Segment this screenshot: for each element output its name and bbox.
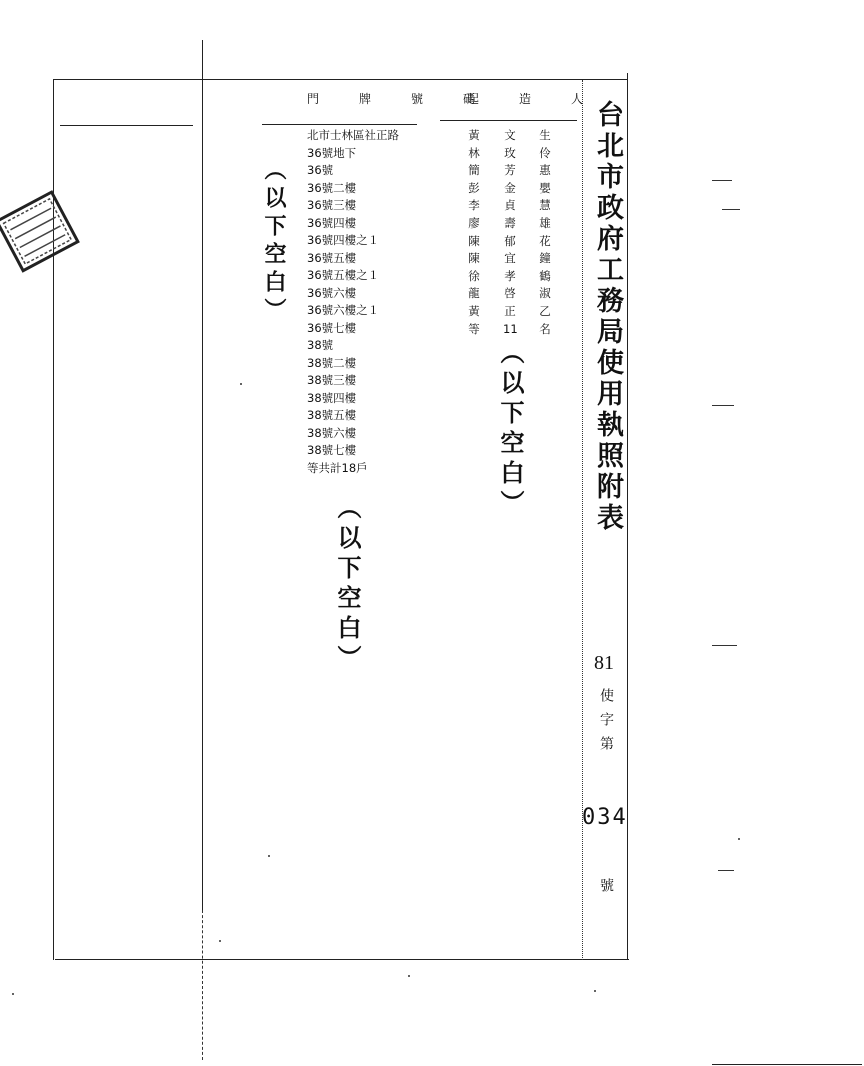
name-char: 正: [504, 303, 516, 318]
address-line: 36號四樓: [307, 215, 357, 230]
left-short-rule: [60, 125, 193, 126]
name-char: 簡: [468, 163, 480, 178]
scan-mark: [718, 870, 734, 871]
address-rule: [262, 124, 417, 125]
name-char: 啓: [504, 286, 516, 301]
scan-dot: [240, 383, 242, 385]
address-line: 北市士林區社正路: [307, 128, 399, 142]
binding-dashed-line: [202, 910, 203, 1060]
name-char: 黃: [468, 128, 480, 142]
address-line: 36號四樓之１: [307, 233, 380, 247]
door-number-header: 門 牌 號 碼: [307, 92, 490, 106]
name-char: 文: [504, 128, 516, 142]
stamp-seal: [0, 180, 80, 280]
name-char: 嬰: [539, 180, 551, 195]
scan-dot: [12, 993, 14, 995]
document-title: 台北市政府工務局使用執照附表: [592, 100, 623, 534]
blank-mark-middle: （以下空白）: [496, 340, 525, 520]
name-char: 陳: [468, 251, 480, 266]
address-line: 36號二樓: [307, 180, 357, 195]
address-line: 36號三樓: [307, 198, 357, 212]
name-char: 貞: [504, 198, 516, 213]
blank-mark-center: （以下空白）: [333, 495, 362, 675]
address-line: 38號六樓: [307, 425, 357, 440]
name-char: 生: [539, 128, 551, 142]
scan-mark: [722, 209, 740, 210]
address-line: 38號五樓: [307, 408, 357, 422]
name-column-2: [503, 127, 517, 338]
scan-dot: [268, 855, 270, 857]
scan-dot: [219, 940, 221, 942]
name-char: 慧: [539, 198, 551, 213]
name-column-3: [467, 127, 481, 338]
name-char: 淑: [539, 286, 551, 301]
name-char: 鶴: [539, 268, 551, 283]
name-char: 等: [468, 321, 480, 336]
name-char: 龍: [468, 286, 480, 301]
scan-dot: [408, 975, 410, 977]
address-list: [307, 127, 399, 477]
address-line: 36號五樓之１: [307, 268, 380, 282]
scan-mark: [712, 645, 737, 646]
permit-year: 81: [594, 652, 614, 674]
address-line: 38號三樓: [307, 373, 357, 387]
scan-dot: [738, 838, 740, 840]
address-line: 36號六樓: [307, 285, 357, 300]
name-char: 黃: [468, 303, 480, 318]
permit-suffix: 號: [598, 878, 614, 902]
address-line: 38號七樓: [307, 443, 357, 457]
name-char: 11: [503, 321, 518, 336]
scan-mark: [712, 180, 732, 181]
address-line: 36號地下: [307, 145, 357, 160]
address-line: 36號六樓之１: [307, 303, 380, 317]
name-char: 名: [539, 321, 551, 336]
permit-number: 034: [582, 805, 628, 830]
name-char: 金: [504, 180, 516, 195]
name-char: 花: [539, 233, 551, 248]
name-char: 雄: [539, 215, 551, 230]
address-line: 36號: [307, 163, 334, 177]
name-char: 芳: [504, 163, 516, 178]
name-char: 孝: [504, 268, 516, 283]
applicant-header: 起 造 人: [467, 92, 598, 106]
name-char: 陳: [468, 233, 480, 248]
address-line: 38號: [307, 338, 334, 352]
name-char: 伶: [539, 145, 551, 160]
frame-top-line: [53, 79, 627, 80]
permit-type: 使字第: [598, 688, 614, 760]
name-char: 玫: [504, 145, 516, 160]
address-line: 38號四樓: [307, 390, 357, 405]
name-char: 徐: [468, 268, 480, 283]
column-divider-left: [202, 40, 203, 910]
address-line: 等共計18戶: [307, 460, 368, 475]
name-char: 乙: [539, 303, 551, 318]
blank-mark-left: （以下空白）: [261, 158, 287, 326]
bottom-right-rule: [712, 1064, 862, 1065]
name-char: 鐘: [539, 251, 551, 266]
name-char: 惠: [539, 163, 551, 178]
name-char: 彭: [468, 180, 480, 195]
frame-bottom-line: [55, 959, 629, 960]
address-line: 36號七樓: [307, 320, 357, 335]
address-line: 38號二樓: [307, 355, 357, 370]
name-column-1: [538, 127, 552, 338]
name-char: 廖: [468, 215, 480, 230]
name-char: 壽: [504, 215, 516, 230]
address-line: 36號五樓: [307, 250, 357, 265]
name-char: 郁: [504, 233, 516, 248]
name-char: 林: [468, 145, 480, 160]
applicant-rule: [440, 120, 577, 121]
name-char: 李: [468, 198, 480, 213]
name-char: 宜: [504, 251, 516, 266]
scan-mark: [712, 405, 734, 406]
scan-dot: [594, 990, 596, 992]
